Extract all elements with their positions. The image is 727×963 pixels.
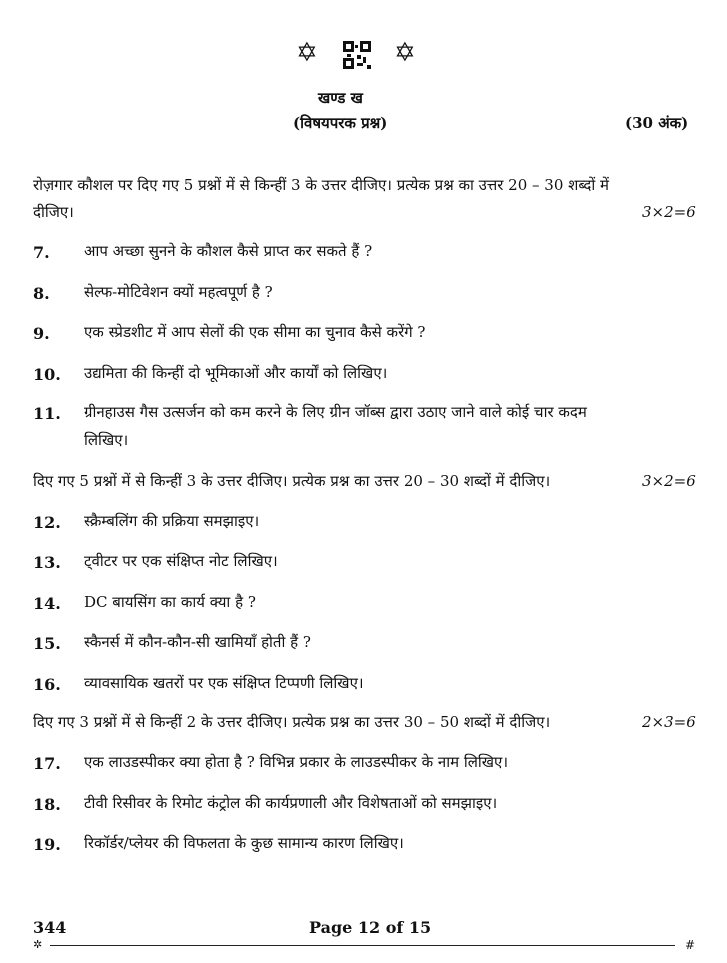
group-1-marks: 3×2=6	[642, 203, 696, 221]
question-number: 13.	[33, 553, 61, 572]
section-subtitle: (विषयपरक प्रश्न)	[293, 114, 388, 132]
question-number: 9.	[33, 324, 50, 343]
question-text: DC बायसिंग का कार्य क्या है ?	[84, 593, 256, 611]
section-title: खण्ड ख	[318, 89, 363, 107]
question-number: 7.	[33, 243, 50, 262]
question-text: रिकॉर्डर/प्लेयर की विफलता के कुछ सामान्य कारण लिखिए।	[84, 834, 404, 852]
question-number: 18.	[33, 795, 61, 814]
question-text: आप अच्छा सुनने के कौशल कैसे प्राप्त कर सकते हैं ?	[84, 242, 373, 260]
qr-code-icon	[343, 41, 371, 69]
footer-mark-icon-right: #	[685, 938, 696, 952]
question-number: 11.	[33, 404, 61, 423]
question-text: स्कैनर्स में कौन-कौन-सी खामियाँ होती हैं ?	[84, 633, 311, 651]
group-2-instruction: दिए गए 5 प्रश्नों में से किन्हीं 3 के उत्तर दीजिए। प्रत्येक प्रश्न का उत्तर 20 – 30 शब्दों में दीजिए।	[33, 472, 551, 490]
group-3-instruction: दिए गए 3 प्रश्नों में से किन्हीं 2 के उत्तर दीजिए। प्रत्येक प्रश्न का उत्तर 30 – 50 शब्दों में दीजिए।	[33, 713, 551, 731]
question-number: 17.	[33, 754, 61, 773]
question-text: ट्वीटर पर एक संक्षिप्त नोट लिखिए।	[84, 552, 278, 570]
question-number: 12.	[33, 513, 61, 532]
paper-code: 344	[33, 918, 67, 937]
group-2-marks: 3×2=6	[642, 472, 696, 490]
footer-rule	[50, 945, 675, 946]
group-1-instruction-line-1: रोज़गार कौशल पर दिए गए 5 प्रश्नों में से किन्हीं 3 के उत्तर दीजिए। प्रत्येक प्रश्न का उत्तर 20 – 30 शब्दों में	[33, 176, 609, 194]
question-number: 16.	[33, 675, 61, 694]
question-text: सेल्फ-मोटिवेशन क्यों महत्वपूर्ण है ?	[84, 283, 273, 301]
question-text: उद्यमिता की किन्हीं दो भूमिकाओं और कार्यों को लिखिए।	[84, 364, 388, 382]
question-text: स्क्रैम्बलिंग की प्रक्रिया समझाइए।	[84, 512, 260, 530]
question-text: एक स्प्रेडशीट में आप सेलों की एक सीमा का चुनाव कैसे करेंगे ?	[84, 323, 426, 341]
total-marks: (30 अंक)	[625, 114, 689, 132]
question-number: 15.	[33, 634, 61, 653]
page-number: Page 12 of 15	[309, 918, 432, 937]
question-text-line-1: ग्रीनहाउस गैस उत्सर्जन को कम करने के लिए ग्रीन जॉब्स द्वारा उठाए जाने वाले कोई चार कदम	[84, 403, 587, 421]
star-of-david-icon-right: ✡	[394, 38, 416, 68]
question-text: टीवी रिसीवर के रिमोट कंट्रोल की कार्यप्रणाली और विशेषताओं को समझाइए।	[84, 794, 498, 812]
footer-mark-icon-left: ✲	[33, 938, 43, 951]
group-3-marks: 2×3=6	[642, 713, 696, 731]
question-number: 14.	[33, 594, 61, 613]
question-text: एक लाउडस्पीकर क्या होता है ? विभिन्न प्रकार के लाउडस्पीकर के नाम लिखिए।	[84, 753, 509, 771]
star-of-david-icon-left: ✡	[296, 38, 318, 68]
group-1-instruction-line-2: दीजिए।	[33, 203, 74, 221]
question-number: 8.	[33, 284, 50, 303]
question-number: 19.	[33, 835, 61, 854]
question-text: व्यावसायिक खतरों पर एक संक्षिप्त टिप्पणी लिखिए।	[84, 674, 364, 692]
question-number: 10.	[33, 365, 61, 384]
question-text-line-2: लिखिए।	[84, 431, 129, 449]
